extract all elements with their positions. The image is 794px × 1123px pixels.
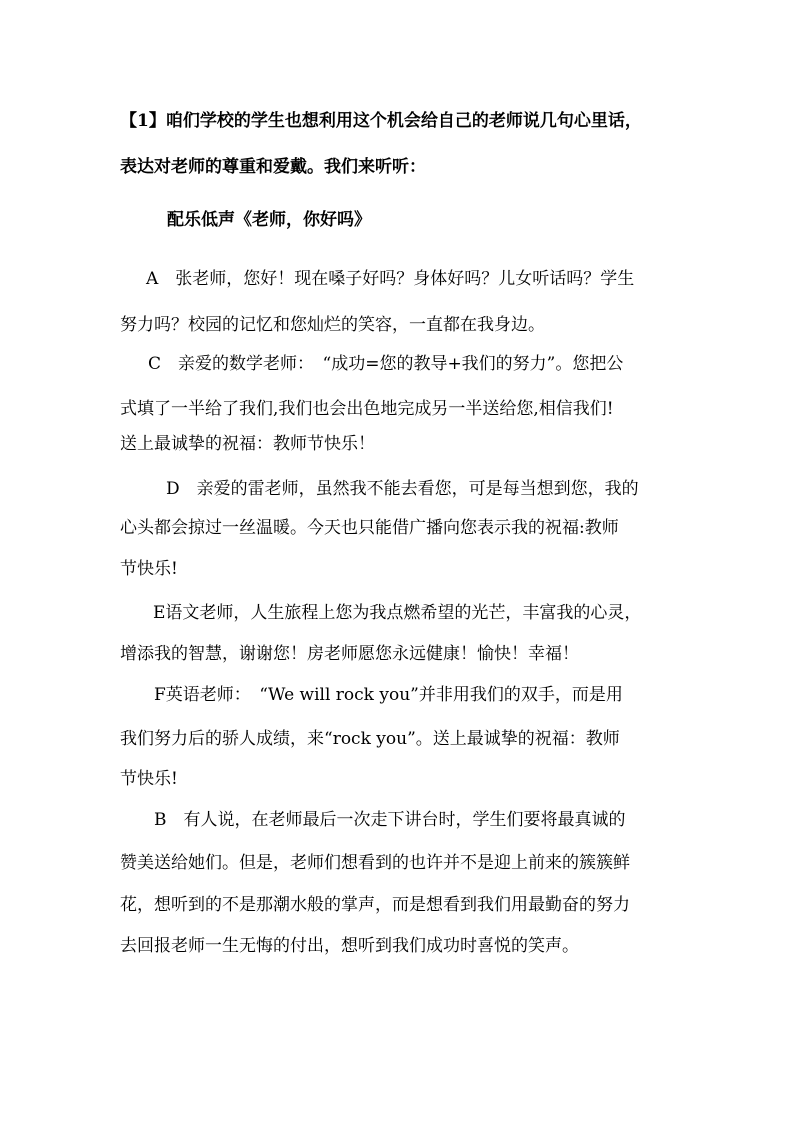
paragraph-c-line-1: C 亲爱的数学老师： “成功=您的教导+我们的努力”。您把公 <box>148 354 624 374</box>
paragraph-e-line-2: 增添我的智慧，谢谢您！房老师愿您永远健康！愉快！幸福！ <box>120 644 579 664</box>
paragraph-b-line-1: B 有人说，在老师最后一次走下讲台时，学生们要将最真诚的 <box>154 810 626 830</box>
paragraph-a-line-1: A 张老师，您好！现在嗓子好吗？身体好吗？儿女听话吗？学生 <box>146 269 635 289</box>
music-cue: 配乐低声《老师，你好吗》 <box>167 210 371 230</box>
paragraph-f-line-1: F英语老师： “We will rock you”并非用我们的双手，而是用 <box>154 685 623 705</box>
paragraph-c-line-2: 式填了一半给了我们,我们也会出色地完成另一半送给您,相信我们! <box>120 399 614 419</box>
paragraph-f-line-2: 我们努力后的骄人成绩，来“rock you”。送上最诚挚的祝福：教师 <box>120 729 620 749</box>
paragraph-c-line-3: 送上最诚挚的祝福：教师节快乐！ <box>120 434 375 454</box>
paragraph-f-line-3: 节快乐! <box>120 769 178 789</box>
paragraph-b-line-4: 去回报老师一生无悔的付出，想听到我们成功时喜悦的笑声。 <box>120 936 579 956</box>
paragraph-b-line-2: 赞美送给她们。但是，老师们想看到的也许并不是迎上前来的簇簇鲜 <box>120 853 630 873</box>
heading-line-2: 表达对老师的尊重和爱戴。我们来听听： <box>120 157 426 177</box>
paragraph-a-line-2: 努力吗？校园的记忆和您灿烂的笑容，一直都在我身边。 <box>120 315 545 335</box>
heading-line-1: 【1】咱们学校的学生也想利用这个机会给自己的老师说几句心里话， <box>120 111 642 131</box>
paragraph-e-line-1: E语文老师，人生旅程上您为我点燃希望的光芒，丰富我的心灵， <box>153 603 642 623</box>
paragraph-d-line-3: 节快乐! <box>120 559 178 579</box>
paragraph-b-line-3: 花，想听到的不是那潮水般的掌声，而是想看到我们用最勤奋的努力 <box>120 895 630 915</box>
paragraph-d-line-1: D 亲爱的雷老师，虽然我不能去看您，可是每当想到您，我的 <box>166 479 639 499</box>
paragraph-d-line-2: 心头都会掠过一丝温暖。今天也只能借广播向您表示我的祝福:教师 <box>120 518 619 538</box>
